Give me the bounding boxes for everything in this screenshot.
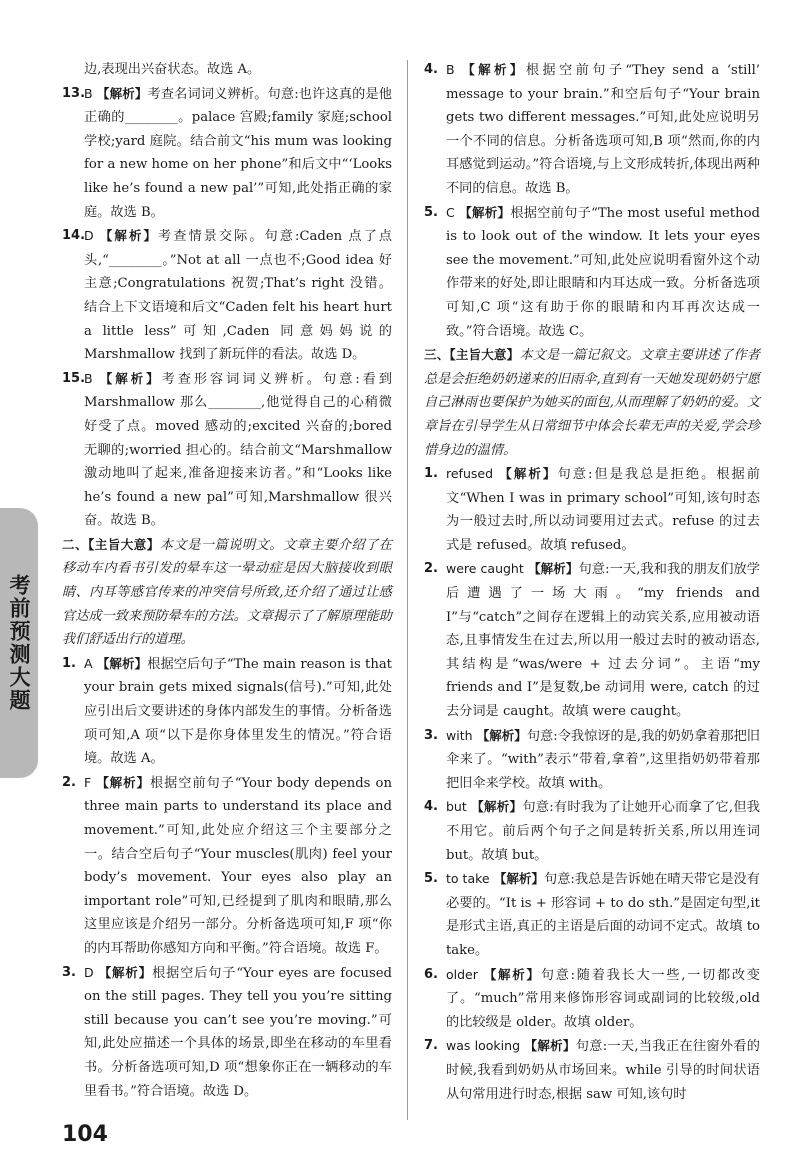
analysis-text: 句意:令我惊讶的是,我的奶奶拿着那把旧伞来了。“with”表示“带着,拿着”,这里指奶奶带着那把旧伞来学校。故填 with。 <box>446 728 760 791</box>
analysis-text: 句意:有时我为了让她开心而拿了它,但我不用它。前后两个句子之间是转折关系,所以用连词 but。故填 but。 <box>446 800 760 863</box>
analysis-tag: 【解析】 <box>462 62 526 77</box>
answer-key: C <box>446 204 455 220</box>
analysis-tag: 【解析】 <box>524 1038 576 1054</box>
analysis-tag: 【解析】 <box>471 799 523 815</box>
page-number: 104 <box>62 1122 108 1147</box>
answer-entry <box>62 82 392 225</box>
analysis-text: 考查情景交际。句意:Caden 点了点头,“________。”Not at all 一点也不;Good idea 好主意;Congratulations 祝贺;That’s right 没错。结合上下文语境和后文“Caden felt his heart hurt a little less”可知,Caden 同意妈妈说的 Marshmallow 找到了新玩伴的看法。故选 D。 <box>84 229 392 363</box>
analysis-text: 考查名词词义辨析。句意:也许这真的是他正确的________。palace 宫殿;family 家庭;school 学校;yard 庭院。结合前文“his mum was looking for a new home on her phone”和后文中“‘Looks like he’s found a new pal’”可知,此处指正确的家庭。故选 B。 <box>84 86 392 220</box>
question-number: 2. <box>424 561 438 577</box>
question-number: 15. <box>62 370 86 386</box>
section-summary <box>62 533 392 652</box>
answer-key: D <box>84 964 94 980</box>
analysis-tag: 【解析】 <box>459 204 511 220</box>
analysis-text: 根据空后句子“The main reason is that your brain gets mixed signals(信号).”可知,此处应引出后文要讲述的身体内部发生的事情。分析备选项可知,A 项“以下是你身体里发生的情况。”符合语境。故选 A。 <box>84 656 392 767</box>
question-number: 14. <box>62 228 86 244</box>
analysis-text: 句意:但是我总是拒绝。根据前文“When I was in primary school”可知,该句时态为一般过去时,所以动词要用过去式。refuse 的过去式是 refused。故填 refused。 <box>446 467 760 553</box>
analysis-tag: 【解析】 <box>499 466 558 482</box>
question-number: 1. <box>424 466 438 482</box>
section-summary-text: 本文是一篇说明文。文章主要介绍了在移动车内看书引发的晕车这一晕动症是因大脑接收到眼睛、内耳等感官传来的冲突信号所致,还介绍了通过让感官达成一致来预防晕车的方法。文章揭示了了解原理能助我们舒适出行的道理。 <box>62 537 392 648</box>
column-divider <box>407 60 408 1120</box>
left-column <box>62 58 392 1103</box>
section-heading: 三、【主旨大意】 <box>424 347 520 363</box>
analysis-text: 根据空前句子“They send a ‘still’ message to your brain.”和空后句子“Your brain gets two different messages.”可知,此处应说明另一个不同的信息。分析备选项可知,B 项“然而,你的内耳感觉到运动。”符合语境,与上文形成转折,体现出两种不同的信息。故选 B。 <box>446 63 760 196</box>
question-number: 2. <box>62 774 76 790</box>
answer-entry <box>424 58 760 201</box>
answer-key: refused <box>446 466 494 482</box>
answer-key: F <box>84 774 92 790</box>
analysis-tag: 【解析】 <box>493 871 544 887</box>
analysis-text: 根据空后句子“Your eyes are focused on the still pages. They tell you you’re sitting still because you can’t see you’re moving.”可知,此处应描述一个具体的场景,即坐在移动的车里看书。分析备选项可知,D 项“想象你正在一辆移动的车里看书。”符合语境。故选 D。 <box>84 965 392 1099</box>
answer-entry <box>62 367 392 533</box>
answer-entry <box>62 961 392 1104</box>
question-number: 13. <box>62 85 86 101</box>
side-tab-label: 考前预测大题 <box>7 574 31 712</box>
question-number: 5. <box>424 871 438 887</box>
analysis-text: 根据空前句子“The most useful method is to look out of the window. It lets your eyes see the movement.”可知,此处应说明看窗外这个动作带来的好处,即让眼睛和内耳达成一致。分析备选项可知,C 项“这有助于你的眼睛和内耳再次达成一致。”符合语境。故选 C。 <box>446 205 760 339</box>
analysis-tag: 【解析】 <box>483 966 541 982</box>
answer-key: B <box>84 85 93 101</box>
analysis-text: 句意:随着我长大一些,一切都改变了。“much”常用来修饰形容词或副词的比较级,old 的比较级是 older。故填 older。 <box>446 967 760 1030</box>
right-column <box>424 58 760 1106</box>
answer-entry <box>424 1034 760 1106</box>
analysis-text: 句意:我总是告诉她在晴天带它是没有必要的。“It is + 形容词 + to do sth.”是固定句型,it 是形式主语,真正的主语是后面的动词不定式。故填 to take。 <box>446 872 760 958</box>
analysis-tag: 【解析】 <box>96 85 148 101</box>
question-number: 3. <box>62 964 76 980</box>
answer-key: to take <box>446 871 490 887</box>
section-summary <box>424 343 760 462</box>
answer-key: A <box>84 655 93 671</box>
answer-key: was looking <box>446 1038 521 1054</box>
question-number: 1. <box>62 655 76 671</box>
question-number: 4. <box>424 62 438 77</box>
answer-key: B <box>84 370 93 386</box>
analysis-tag: 【解析】 <box>476 727 527 743</box>
section-side-tab <box>0 508 38 778</box>
section-summary-text: 本文是一篇记叙文。文章主要讲述了作者总是会拒绝奶奶递来的旧雨伞,直到有一天她发现奶奶宁愿自己淋雨也要保护为她买的面包,从而理解了奶奶的爱。文章旨在引导学生从日常细节中体会长辈无声的关爱,学会珍惜身边的温情。 <box>424 348 760 458</box>
analysis-tag: 【解析】 <box>96 774 151 790</box>
answer-entry <box>424 201 760 344</box>
analysis-tag: 【解析】 <box>98 964 153 980</box>
answer-key: were caught <box>446 561 524 577</box>
answer-entry <box>424 963 760 1035</box>
answer-entry <box>424 795 760 867</box>
analysis-text: 句意:一天,当我正在往窗外看的时候,我看到奶奶从市场回来。while 引导的时间状语从句常用进行时态,根据 saw 可知,该句时 <box>446 1039 760 1102</box>
analysis-text: 句意:一天,我和我的朋友们放学后遭遇了一场大雨。“my friends and I”与“catch”之间存在逻辑上的动宾关系,应用被动语态,且事情发生在过去,所以用一般过去时的被动语态,其结构是“was/were + 过去分词”。主语“my friends and I”是复数,be 动词用 were, catch 的过去分词是 caught。故填 were caught。 <box>446 562 760 720</box>
question-number: 3. <box>424 727 438 743</box>
analysis-tag: 【解析】 <box>99 370 162 386</box>
continued-text: 边,表现出兴奋状态。故选 A。 <box>84 62 261 77</box>
section-heading: 二、【主旨大意】 <box>62 536 160 552</box>
question-number: 4. <box>424 799 438 815</box>
answer-entry <box>424 557 760 723</box>
answer-entry <box>424 724 760 796</box>
analysis-tag: 【解析】 <box>99 228 159 244</box>
answer-entry <box>62 652 392 771</box>
question-number: 7. <box>424 1038 438 1054</box>
analysis-text: 考查形容词词义辨析。句意:看到 Marshmallow 那么________,他觉得自己的心稍微好受了点。moved 感动的;excited 兴奋的;bored 无聊的;worried 担心的。结合前文“Marshmallow 激动地叫了起来,准备迎接来访者。”和“Looks like he’s found a new pal”可知,Marshmallow 很兴奋。故选 B。 <box>84 371 392 529</box>
answer-entry <box>62 771 392 961</box>
answer-entry <box>62 224 392 367</box>
answer-key: B <box>446 62 455 77</box>
answer-key: but <box>446 799 467 815</box>
question-number: 6. <box>424 966 438 982</box>
analysis-tag: 【解析】 <box>96 655 148 671</box>
question-number: 5. <box>424 204 438 220</box>
analysis-tag: 【解析】 <box>528 561 579 577</box>
answer-entry <box>424 867 760 962</box>
answer-key: with <box>446 727 473 743</box>
analysis-text: 根据空前句子“Your body depends on three main parts to understand its place and movement.”可知,此处应介绍这三个主要部分之一。结合空后句子“Your muscles(肌肉) feel your body’s movement. Your eyes also play an important role”可知,已经提到了肌肉和眼睛,那么这里应该是介绍另一部分。分析备选项可知,F 项“你的内耳帮助你感知方向和平衡。”符合语境。故选 F。 <box>84 775 392 956</box>
answer-key: older <box>446 966 478 982</box>
answer-entry <box>424 462 760 557</box>
answer-key: D <box>84 228 94 244</box>
